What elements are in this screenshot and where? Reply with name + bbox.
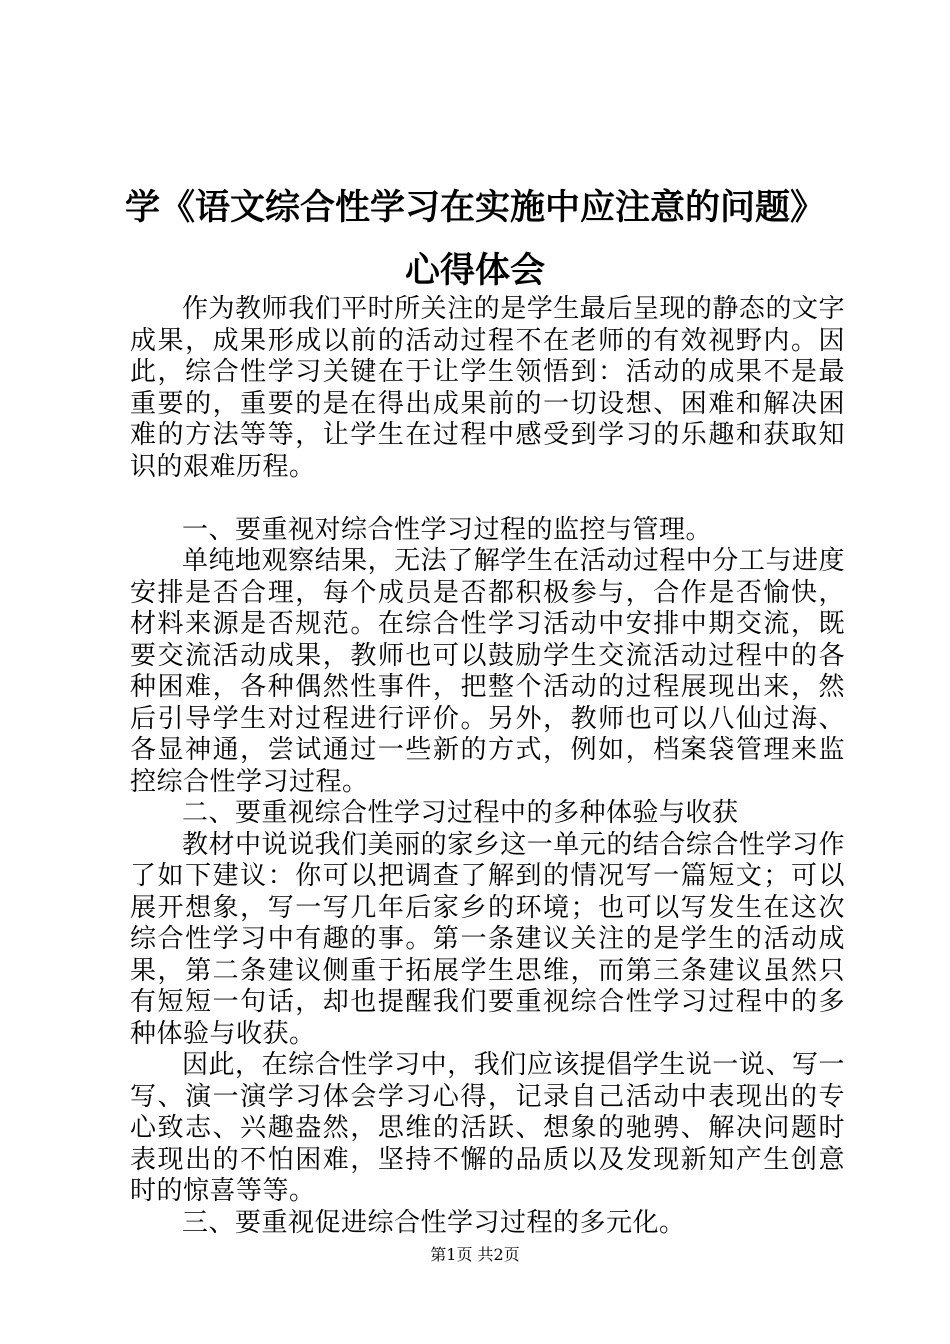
paragraph-intro: 作为教师我们平时所关注的是学生最后呈现的静态的文字成果，成果形成以前的活动过程不在老师的有效视野内。因此，综合性学习关键在于让学生领悟到：活动的成果不是最重要的，重要的是在得出成果前的一切设想、困难和解决困难的方法等等，让学生在过程中感受到学习的乐趣和获取知识的艰难历程。 [130, 294, 845, 482]
section-heading-3: 三、要重视促进综合性学习过程的多元化。 [182, 1207, 686, 1238]
paragraph-section-1: 单纯地观察结果，无法了解学生在活动过程中分工与进度安排是否合理，每个成员是否都积极参与，合作是否愉快，材料来源是否规范。在综合性学习活动中安排中期交流，既要交流活动成果，教师也可以鼓励学生交流活动过程中的各种困难，各种偶然性事件，把整个活动的过程展现出来，然后引导学生对过程进行评价。另外，教师也可以八仙过海、各显神通，尝试通过一些新的方式，例如，档案袋管理来监控综合性学习过程。 [130, 546, 845, 797]
paragraph-gap [130, 483, 845, 515]
document-title-line-2: 心得体会 [404, 251, 545, 291]
section-heading-1: 一、要重视对综合性学习过程的监控与管理。 [182, 514, 713, 545]
paragraph-section-2: 教材中说说我们美丽的家乡这一单元的结合综合性学习作了如下建议：你可以把调查了解到的情况写一篇短文；可以展开想象，写一写几年后家乡的环境；也可以写发生在这次综合性学习中有趣的事。第一条建议关注的是学生的活动成果，第二条建议侧重于拓展学生思维，而第三条建议虽然只有短短一句话，却也提醒我们要重视综合性学习过程中的多种体验与收获。 [130, 829, 845, 1049]
section-heading-2: 二、要重视综合性学习过程中的多种体验与收获 [182, 798, 739, 828]
paragraph-section-2-cont: 因此，在综合性学习中，我们应该提倡学生说一说、写一写、演一演学习体会学习心得，记录自己活动中表现出的专心致志、兴趣盎然，思维的活跃、想象的驰骋、解决问题时表现出的不怕困难，坚持不懈的品质以及发现新知产生创意时的惊喜等等。 [130, 1050, 845, 1206]
document-body [130, 294, 845, 1239]
page-footer: 第1页 共2页 [430, 1245, 520, 1264]
document-title-line-1: 学《语文综合性学习在实施中应注意的问题》 [124, 188, 825, 228]
